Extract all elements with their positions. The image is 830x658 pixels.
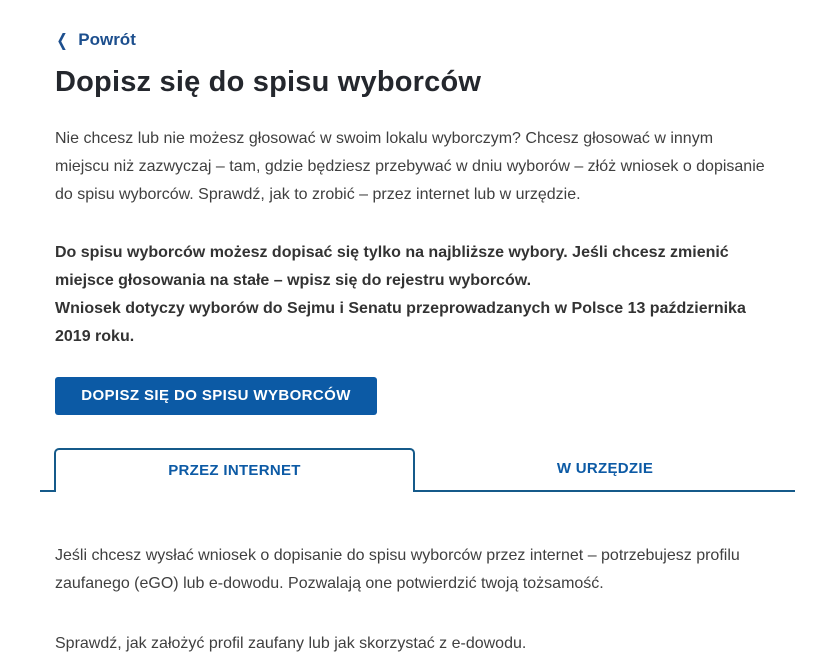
- tab-przez-internet[interactable]: PRZEZ INTERNET: [54, 448, 415, 492]
- back-link-label: Powrót: [78, 30, 136, 49]
- intro-paragraph: Nie chcesz lub nie możesz głosować w swoim lokalu wyborczym? Chcesz głosować w innym miejscu niż zazwyczaj – tam, gdzie będziesz przebywać w dniu wyborów – złóż wniosek o dopisanie do spisu wyborców. Sprawdź, jak to zrobić – przez internet lub w urzędzie.: [55, 129, 765, 203]
- tab-w-urzedzie[interactable]: W URZĘDZIE: [415, 448, 795, 492]
- notice-line-2: Wniosek dotyczy wyborów do Sejmu i Senatu przeprowadzanych w Polsce 13 października 2019 roku.: [55, 299, 746, 345]
- tab-content-paragraph-2: Sprawdź, jak założyć profil zaufany lub jak skorzystać z e-dowodu.: [55, 634, 527, 652]
- tab-content-paragraph-1: Jeśli chcesz wysłać wniosek o dopisanie do spisu wyborców przez internet – potrzebujesz profilu zaufanego (eGO) lub e-dowodu. Pozwalają one potwierdzić twoją tożsamość.: [55, 546, 740, 592]
- notice-paragraph: [55, 239, 785, 351]
- chevron-left-icon: ❮: [56, 30, 68, 50]
- signup-cta-button[interactable]: DOPISZ SIĘ DO SPISU WYBORCÓW: [55, 377, 377, 415]
- tab-bar: [40, 448, 795, 492]
- page-title: Dopisz się do spisu wyborców: [55, 65, 482, 98]
- back-link[interactable]: [55, 30, 136, 50]
- tab-bar-left-edge: [40, 448, 54, 492]
- notice-line-1: Do spisu wyborców możesz dopisać się tylko na najbliższe wybory. Jeśli chcesz zmienić miejsce głosowania na stałe – wpisz się do rejestru wyborców.: [55, 243, 729, 289]
